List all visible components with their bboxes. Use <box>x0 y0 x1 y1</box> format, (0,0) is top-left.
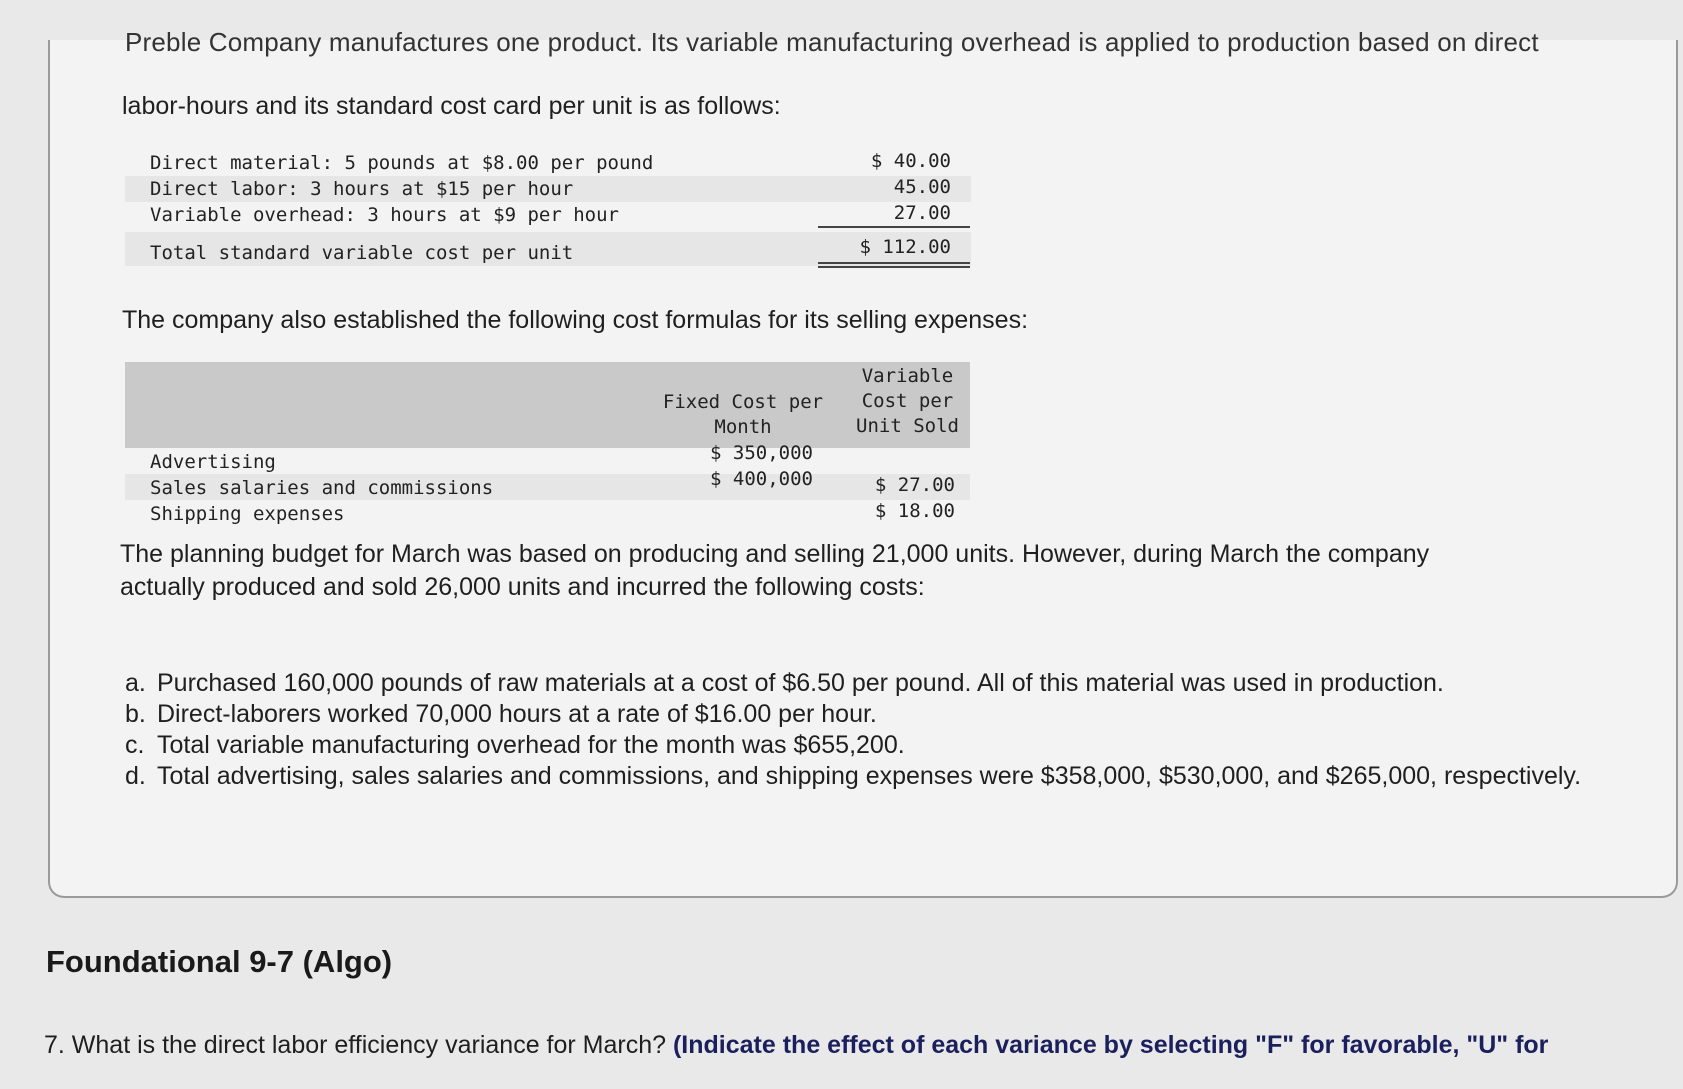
cost-amount: $ 40.00 <box>870 150 951 172</box>
cost-row-labor <box>125 176 971 202</box>
fixed-cost: $ 400,000 <box>710 468 813 490</box>
list-marker: d. <box>125 762 146 790</box>
fixed-cost-header: Fixed Cost per Month <box>662 391 824 438</box>
variable-cost-header: Variable Cost per Unit Sold <box>856 365 959 437</box>
cost-amount: 45.00 <box>893 176 951 198</box>
list-text: Purchased 160,000 pounds of raw materials at a cost of $6.50 per pound. All of this material was used in production. <box>157 669 1444 697</box>
list-item <box>125 761 1605 792</box>
cost-label: Direct labor: 3 hours at $15 per hour <box>150 178 574 200</box>
planning-text-line1: The planning budget for March was based on producing and selling 21,000 units. However, during March the company <box>120 540 1430 568</box>
expense-label: Sales salaries and commissions <box>150 477 494 499</box>
list-marker: c. <box>125 731 145 759</box>
cost-label: Variable overhead: 3 hours at $9 per hour <box>150 204 619 226</box>
variable-cost: $ 18.00 <box>874 500 955 522</box>
cost-row-total <box>125 232 971 266</box>
cost-amount: 27.00 <box>893 202 951 224</box>
actual-costs-list <box>125 668 1605 792</box>
selling-table-header <box>125 362 970 448</box>
total-double-rule-top <box>818 262 970 264</box>
cut-off-intro-line: Preble Company manufactures one product. Its variable manufacturing overhead is applied to production based on direct <box>125 27 1539 57</box>
standard-cost-card <box>125 150 971 266</box>
question-instruction: (Indicate the effect of each variance by selecting "F" for favorable, "U" for <box>672 1031 1549 1059</box>
cost-row-material <box>125 150 971 176</box>
list-marker: a. <box>125 669 146 697</box>
cost-label: Direct material: 5 pounds at $8.00 per pound <box>150 152 654 174</box>
list-text: Direct-laborers worked 70,000 hours at a rate of $16.00 per hour. <box>157 700 877 728</box>
list-marker: b. <box>125 700 146 728</box>
selling-expense-table <box>125 362 970 526</box>
planning-text-line2: actually produced and sold 26,000 units and incurred the following costs: <box>120 573 925 601</box>
table-row <box>125 468 970 500</box>
expense-label: Advertising <box>150 451 276 473</box>
list-item <box>125 730 1605 761</box>
question-prompt: 7. What is the direct labor efficiency variance for March? <box>44 1031 673 1059</box>
subtotal-rule <box>818 226 970 228</box>
total-label: Total standard variable cost per unit <box>150 242 574 264</box>
section-heading: Foundational 9-7 (Algo) <box>46 944 393 979</box>
list-item <box>125 699 1605 730</box>
total-double-rule-bottom <box>818 266 970 268</box>
selling-intro-text: The company also established the following cost formulas for its selling expenses: <box>122 306 1029 334</box>
list-text: Total variable manufacturing overhead for the month was $655,200. <box>157 731 905 759</box>
question-text <box>44 1031 1548 1060</box>
table-row <box>125 500 970 526</box>
list-text: Total advertising, sales salaries and commissions, and shipping expenses were $358,000, $530,000, and $265,000, respectively. <box>157 762 1582 790</box>
total-amount: $ 112.00 <box>859 236 951 258</box>
list-item <box>125 668 1605 699</box>
cost-row-overhead <box>125 202 971 228</box>
intro-text: labor-hours and its standard cost card per unit is as follows: <box>122 92 781 120</box>
expense-label: Shipping expenses <box>150 503 345 525</box>
variable-cost: $ 27.00 <box>874 474 955 496</box>
fixed-cost: $ 350,000 <box>710 442 813 464</box>
table-row <box>125 442 970 474</box>
